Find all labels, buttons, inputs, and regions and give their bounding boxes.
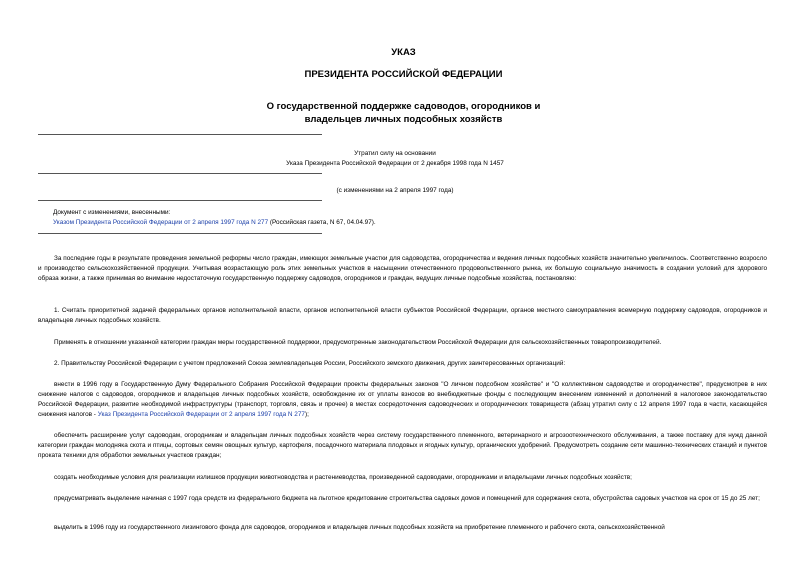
amendments-note: (с изменениями на 2 апреля 1997 года) — [336, 187, 454, 194]
amending-documents — [53, 208, 753, 228]
decree-heading: УКАЗ — [391, 47, 416, 58]
paragraph-leasing: выделить в 1996 году из государственного лизингового фонда для садоводов, огородников и владельцев личных подсобных хозяйств на приобретение племенного и рабочего скота, сельскохозяйственной — [54, 524, 665, 531]
draft-laws-end: ); — [304, 411, 309, 418]
amending-docs-label: Документ с изменениями, внесенными: — [53, 209, 171, 216]
divider — [38, 134, 322, 135]
amending-docs-source: (Российская газета, N 67, 04.04.97). — [268, 219, 376, 226]
decree-277-link[interactable]: Указ Президента Российской Федерации от 2 апреля 1997 года N 277 — [97, 411, 305, 418]
paragraph-surplus-sales: создать необходимые условия для реализации излишков продукции животноводства и растениеводства, произведенной садоводами, огородниками и владельцами личных подсобных хозяйств; — [54, 474, 632, 481]
amending-decree-link[interactable]: Указом Президента Российской Федерации от 2 апреля 1997 года N 277 — [53, 219, 269, 226]
amending-docs-entry — [53, 218, 753, 228]
paragraph-item-1: 1. Считать приоритетной задачей федеральных органов исполнительной власти, органов исполнительной власти субъектов Российской Федерации, органов местного самоуправления всемерную поддержку садоводов, огородников и владельцев личных подсобных хозяйств. — [38, 307, 767, 324]
title-line-1: О государственной поддержке садоводов, огородников и — [266, 101, 541, 112]
paragraph-credit: предусматривать выделение начиная с 1997 года средств из федерального бюджета на льготное кредитование строительства садовых домов и помещений для содержания скота, обустройства садовых участков на срок от 15 до 25 лет; — [54, 495, 760, 502]
draft-laws-text: внести в 1996 году в Государственную Думу Федерального Собрания Российской Федерации проекты федеральных законов "О личном подсобном хозяйстве" и "О коллективном садоводстве и огородничестве", предусмотрев в них снижение налогов с садоводов, огородников и владельцев личных подсобных хозяйств, освобождение их от уплаты взносов во внебюджетные фонды с последующим внесением изменений и дополнений в налоговое законодательство Российской Федерации, развитие необходимой инфраструктуры (транспорт, торговля, связь и прочее) в местах сосредоточения садоводческих и огороднических товариществ (абзац утратил силу с 12 апреля 1997 года в части, касающейся снижения налогов - — [38, 381, 767, 418]
annulment-note — [180, 149, 610, 169]
divider — [38, 173, 322, 174]
paragraph-draft-laws — [38, 380, 767, 420]
divider — [38, 233, 322, 234]
paragraph-services: обеспечить расширение услуг садоводам, огородникам и владельцам личных подсобных хозяйств через систему государственного племенного, ветеринарного и агрозоотехнического обслуживания, а также поставку для нужд данной категории граждан молодняка скота и птицы, сортовых семян овощных культур, картофеля, посадочного материала плодовых и ягодных культур, органических удобрений. Предусмотреть создание сети машинно-технических станций и пунктов проката техники для обработки земельных участков граждан; — [38, 432, 767, 459]
divider — [38, 200, 322, 201]
paragraph-support-measures: Применять в отношении указанной категории граждан меры государственной поддержки, предусмотренные законодательством Российской Федерации для сельскохозяйственных товаропроизводителей. — [54, 339, 662, 346]
issuer-heading: ПРЕЗИДЕНТА РОССИЙСКОЙ ФЕДЕРАЦИИ — [304, 69, 503, 80]
preamble-paragraph: За последние годы в результате проведения земельной реформы число граждан, имеющих земельные участки для садоводства, огородничества и ведения личных подсобных хозяйств значительно увеличилось. Соответственно возросло и производство сельскохозяйственной продукции. Учитывая возрастающую роль этих земельных участков в насыщении отечественного продовольственного рынка, их большую социальную значимость в создании условий для здорового образа жизни, а также принимая во внимание недостаточную государственную поддержку садоводов, огородников и граждан, ведущих личные подсобные хозяйства, постановляю: — [38, 255, 767, 282]
document-title — [0, 101, 807, 126]
annulment-line-2: Указа Президента Российской Федерации от 2 декабря 1998 года N 1457 — [286, 160, 504, 167]
title-line-2: владельцев личных подсобных хозяйств — [304, 113, 503, 125]
annulment-line-1: Утратил силу на основании — [354, 150, 436, 157]
paragraph-item-2: 2. Правительству Российской Федерации с учетом предложений Союза землевладельцев России, Российского земского движения, других заинтересованных организаций: — [54, 360, 566, 367]
